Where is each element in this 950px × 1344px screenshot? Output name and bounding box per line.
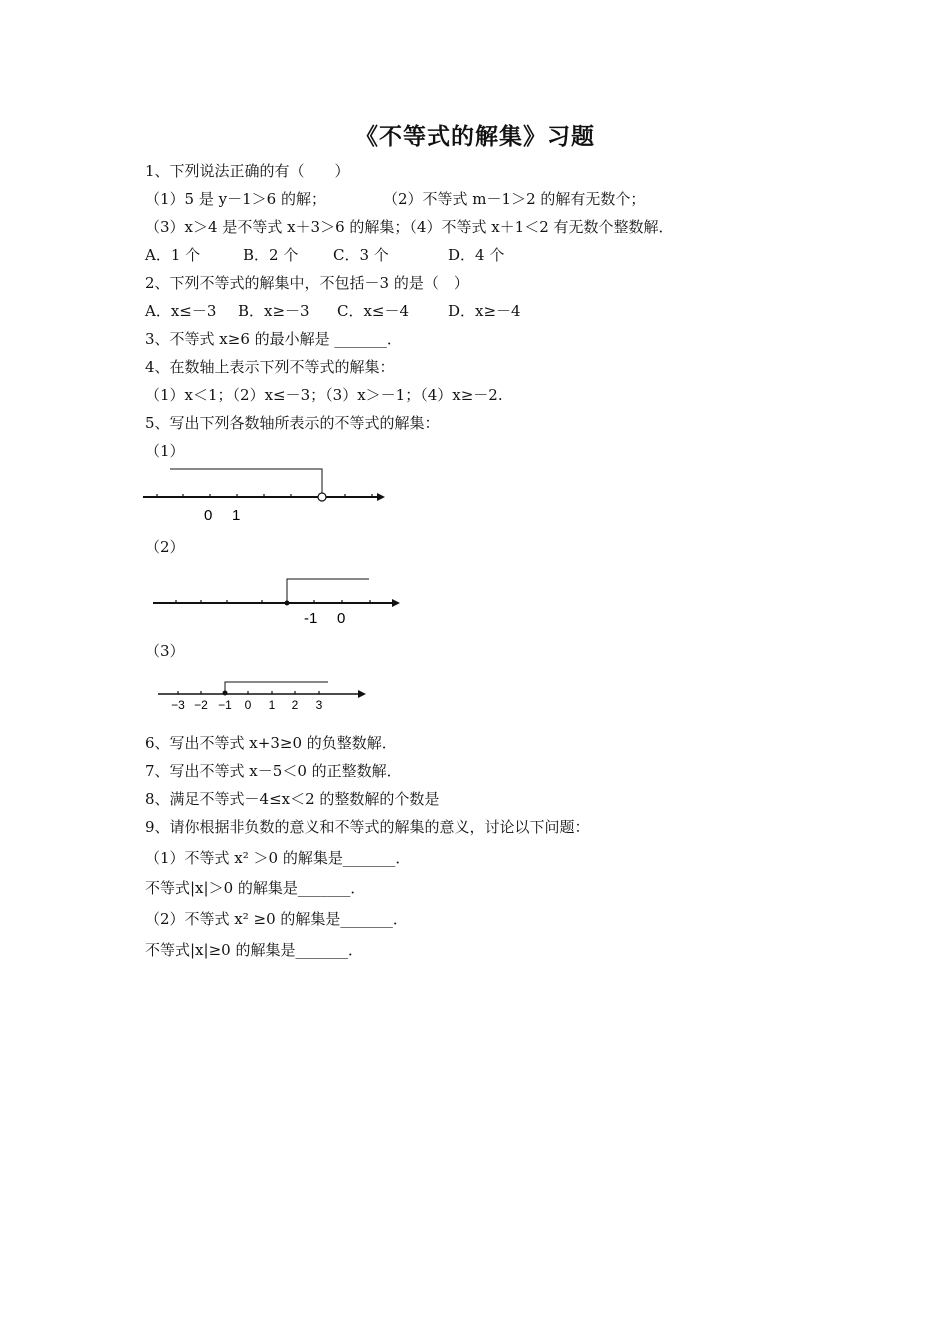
q9-part1b: 不等式|x|＞0 的解集是_______． [145,879,366,897]
q5-fig3-label: （3） [145,642,185,660]
q9-part1a: （1）不等式 x² ＞0 的解集是_______． [145,849,411,867]
fig3-tick-2: 2 [291,698,299,712]
number-line-2 [150,574,410,629]
q1-statement-1: （1）5 是 y－1＞6 的解； [145,190,326,208]
fig2-tick-0: 0 [337,610,346,627]
q1-choice-d: D．4 个 [448,246,505,264]
q5-stem: 5、写出下列各数轴所表示的不等式的解集： [145,414,440,432]
q4-items: （1）x＜1；（2）x≤－3；（3）x＞－1；（4）x≥－2. [145,386,503,404]
q9-part2a: （2）不等式 x² ≥0 的解集是_______． [145,910,408,928]
q2-choice-c: C．x≤－4 [337,302,410,320]
q4-stem: 4、在数轴上表示下列不等式的解集： [145,358,395,376]
q1-stem: 1、下列说法正确的有（ ） [145,162,350,180]
q1-statement-3-4: （3）x＞4 是不等式 x＋3＞6 的解集；（4）不等式 x＋1＜2 有无数个整数解． [145,218,674,236]
fig1-tick-0: 0 [204,507,213,524]
q1-statement-2: （2）不等式 m－1＞2 的解有无数个； [383,190,646,208]
q5-fig1-label: （1） [145,442,185,460]
q2-stem: 2、下列不等式的解集中，不包括－3 的是（ ） [145,274,469,292]
fig3-tick-0: 0 [244,698,252,712]
q2-choice-a: A．x≤－3 [145,302,217,320]
q9-stem: 9、请你根据非负数的意义和不等式的解集的意义，讨论以下问题： [145,818,590,836]
q1-choice-c: C．3 个 [333,246,389,264]
q3-text: 3、不等式 x≥6 的最小解是 _______． [145,330,402,348]
fig2-tick-neg1: -1 [304,610,318,627]
q8-text: 8、满足不等式－4≤x＜2 的整数解的个数是 [145,790,440,808]
fig3-tick-neg3: −3 [171,698,185,712]
number-line-3 [155,676,380,716]
fig3-tick-3: 3 [315,698,323,712]
q2-choice-b: B．x≥－3 [238,302,310,320]
fig1-tick-1: 1 [232,507,241,524]
q9-part2b: 不等式|x|≥0 的解集是_______． [145,941,363,959]
fig3-tick-1: 1 [268,698,276,712]
q2-choice-d: D．x≥－4 [448,302,521,320]
q1-choice-b: B．2 个 [243,246,299,264]
fig3-tick-neg1: −1 [218,698,232,712]
q6-text: 6、写出不等式 x+3≥0 的负整数解． [145,734,397,752]
q5-fig2-label: （2） [145,538,185,556]
number-line-1 [140,462,390,527]
fig3-tick-neg2: −2 [194,698,208,712]
q7-text: 7、写出不等式 x－5＜0 的正整数解． [145,762,402,780]
page-title: 《不等式的解集》习题 [355,124,595,150]
q1-choice-a: A．1 个 [145,246,201,264]
